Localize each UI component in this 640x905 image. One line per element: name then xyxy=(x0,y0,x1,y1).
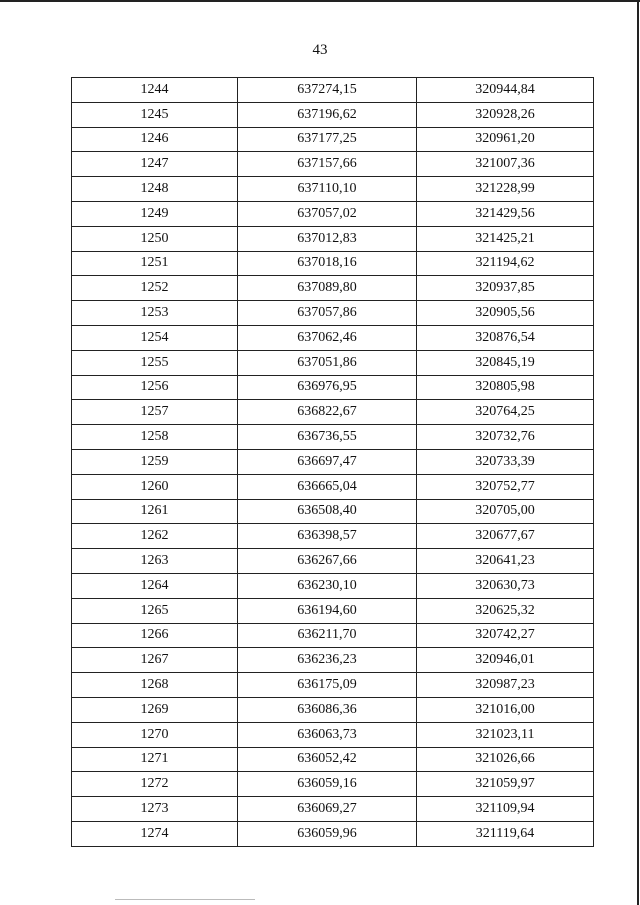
point-number-cell: 1259 xyxy=(72,449,238,474)
y-coordinate-cell: 320928,26 xyxy=(417,102,594,127)
point-number-cell: 1254 xyxy=(72,325,238,350)
y-coordinate-cell: 320876,54 xyxy=(417,325,594,350)
coordinates-table-body xyxy=(72,78,594,847)
point-number-cell: 1247 xyxy=(72,152,238,177)
x-coordinate-cell: 636697,47 xyxy=(238,449,417,474)
x-coordinate-cell: 636822,67 xyxy=(238,400,417,425)
x-coordinate-cell: 636059,16 xyxy=(238,772,417,797)
table-row xyxy=(72,350,594,375)
table-row xyxy=(72,78,594,103)
y-coordinate-cell: 321016,00 xyxy=(417,697,594,722)
x-coordinate-cell: 636069,27 xyxy=(238,797,417,822)
y-coordinate-cell: 321425,21 xyxy=(417,226,594,251)
table-row xyxy=(72,152,594,177)
point-number-cell: 1270 xyxy=(72,722,238,747)
y-coordinate-cell: 321023,11 xyxy=(417,722,594,747)
y-coordinate-cell: 321109,94 xyxy=(417,797,594,822)
x-coordinate-cell: 637057,86 xyxy=(238,301,417,326)
x-coordinate-cell: 637051,86 xyxy=(238,350,417,375)
table-row xyxy=(72,301,594,326)
y-coordinate-cell: 320905,56 xyxy=(417,301,594,326)
y-coordinate-cell: 321119,64 xyxy=(417,821,594,846)
x-coordinate-cell: 636211,70 xyxy=(238,623,417,648)
point-number-cell: 1272 xyxy=(72,772,238,797)
table-row xyxy=(72,251,594,276)
y-coordinate-cell: 321194,62 xyxy=(417,251,594,276)
y-coordinate-cell: 321228,99 xyxy=(417,177,594,202)
x-coordinate-cell: 636508,40 xyxy=(238,499,417,524)
x-coordinate-cell: 636665,04 xyxy=(238,474,417,499)
y-coordinate-cell: 320752,77 xyxy=(417,474,594,499)
point-number-cell: 1273 xyxy=(72,797,238,822)
point-number-cell: 1267 xyxy=(72,648,238,673)
table-row xyxy=(72,449,594,474)
point-number-cell: 1266 xyxy=(72,623,238,648)
y-coordinate-cell: 320764,25 xyxy=(417,400,594,425)
coordinates-table xyxy=(71,77,594,847)
point-number-cell: 1264 xyxy=(72,573,238,598)
point-number-cell: 1244 xyxy=(72,78,238,103)
table-row xyxy=(72,325,594,350)
table-row xyxy=(72,573,594,598)
table-row xyxy=(72,549,594,574)
point-number-cell: 1260 xyxy=(72,474,238,499)
y-coordinate-cell: 321429,56 xyxy=(417,201,594,226)
x-coordinate-cell: 636086,36 xyxy=(238,697,417,722)
y-coordinate-cell: 320630,73 xyxy=(417,573,594,598)
y-coordinate-cell: 320732,76 xyxy=(417,425,594,450)
table-row xyxy=(72,697,594,722)
y-coordinate-cell: 320961,20 xyxy=(417,127,594,152)
table-row xyxy=(72,499,594,524)
y-coordinate-cell: 320987,23 xyxy=(417,673,594,698)
x-coordinate-cell: 636976,95 xyxy=(238,375,417,400)
y-coordinate-cell: 320944,84 xyxy=(417,78,594,103)
table-row xyxy=(72,598,594,623)
point-number-cell: 1248 xyxy=(72,177,238,202)
table-row xyxy=(72,375,594,400)
y-coordinate-cell: 320805,98 xyxy=(417,375,594,400)
table-row xyxy=(72,102,594,127)
point-number-cell: 1256 xyxy=(72,375,238,400)
y-coordinate-cell: 320845,19 xyxy=(417,350,594,375)
x-coordinate-cell: 636236,23 xyxy=(238,648,417,673)
point-number-cell: 1255 xyxy=(72,350,238,375)
point-number-cell: 1268 xyxy=(72,673,238,698)
point-number-cell: 1261 xyxy=(72,499,238,524)
x-coordinate-cell: 637062,46 xyxy=(238,325,417,350)
table-row xyxy=(72,623,594,648)
bottom-divider xyxy=(115,899,255,900)
y-coordinate-cell: 320946,01 xyxy=(417,648,594,673)
page-border-right xyxy=(637,0,639,905)
table-row xyxy=(72,127,594,152)
y-coordinate-cell: 320625,32 xyxy=(417,598,594,623)
table-row xyxy=(72,722,594,747)
table-row xyxy=(72,673,594,698)
point-number-cell: 1246 xyxy=(72,127,238,152)
x-coordinate-cell: 636230,10 xyxy=(238,573,417,598)
table-row xyxy=(72,226,594,251)
y-coordinate-cell: 320742,27 xyxy=(417,623,594,648)
x-coordinate-cell: 636052,42 xyxy=(238,747,417,772)
y-coordinate-cell: 321007,36 xyxy=(417,152,594,177)
point-number-cell: 1251 xyxy=(72,251,238,276)
y-coordinate-cell: 320937,85 xyxy=(417,276,594,301)
y-coordinate-cell: 320733,39 xyxy=(417,449,594,474)
point-number-cell: 1262 xyxy=(72,524,238,549)
x-coordinate-cell: 637018,16 xyxy=(238,251,417,276)
y-coordinate-cell: 320705,00 xyxy=(417,499,594,524)
x-coordinate-cell: 637157,66 xyxy=(238,152,417,177)
table-row xyxy=(72,747,594,772)
point-number-cell: 1263 xyxy=(72,549,238,574)
x-coordinate-cell: 636063,73 xyxy=(238,722,417,747)
x-coordinate-cell: 636736,55 xyxy=(238,425,417,450)
x-coordinate-cell: 637110,10 xyxy=(238,177,417,202)
y-coordinate-cell: 320677,67 xyxy=(417,524,594,549)
x-coordinate-cell: 637057,02 xyxy=(238,201,417,226)
point-number-cell: 1250 xyxy=(72,226,238,251)
table-row xyxy=(72,524,594,549)
table-row xyxy=(72,400,594,425)
y-coordinate-cell: 320641,23 xyxy=(417,549,594,574)
table-row xyxy=(72,177,594,202)
page-border-top xyxy=(0,0,640,2)
x-coordinate-cell: 637089,80 xyxy=(238,276,417,301)
point-number-cell: 1257 xyxy=(72,400,238,425)
y-coordinate-cell: 321059,97 xyxy=(417,772,594,797)
x-coordinate-cell: 636267,66 xyxy=(238,549,417,574)
x-coordinate-cell: 637274,15 xyxy=(238,78,417,103)
point-number-cell: 1245 xyxy=(72,102,238,127)
point-number-cell: 1249 xyxy=(72,201,238,226)
table-row xyxy=(72,648,594,673)
point-number-cell: 1253 xyxy=(72,301,238,326)
x-coordinate-cell: 637196,62 xyxy=(238,102,417,127)
table-row xyxy=(72,821,594,846)
point-number-cell: 1271 xyxy=(72,747,238,772)
point-number-cell: 1265 xyxy=(72,598,238,623)
point-number-cell: 1274 xyxy=(72,821,238,846)
point-number-cell: 1258 xyxy=(72,425,238,450)
table-row xyxy=(72,772,594,797)
x-coordinate-cell: 636059,96 xyxy=(238,821,417,846)
x-coordinate-cell: 636398,57 xyxy=(238,524,417,549)
table-row xyxy=(72,425,594,450)
x-coordinate-cell: 636175,09 xyxy=(238,673,417,698)
table-row xyxy=(72,276,594,301)
table-row xyxy=(72,797,594,822)
x-coordinate-cell: 637012,83 xyxy=(238,226,417,251)
point-number-cell: 1252 xyxy=(72,276,238,301)
x-coordinate-cell: 636194,60 xyxy=(238,598,417,623)
point-number-cell: 1269 xyxy=(72,697,238,722)
table-row xyxy=(72,474,594,499)
page-number: 43 xyxy=(312,42,328,58)
table-row xyxy=(72,201,594,226)
x-coordinate-cell: 637177,25 xyxy=(238,127,417,152)
y-coordinate-cell: 321026,66 xyxy=(417,747,594,772)
